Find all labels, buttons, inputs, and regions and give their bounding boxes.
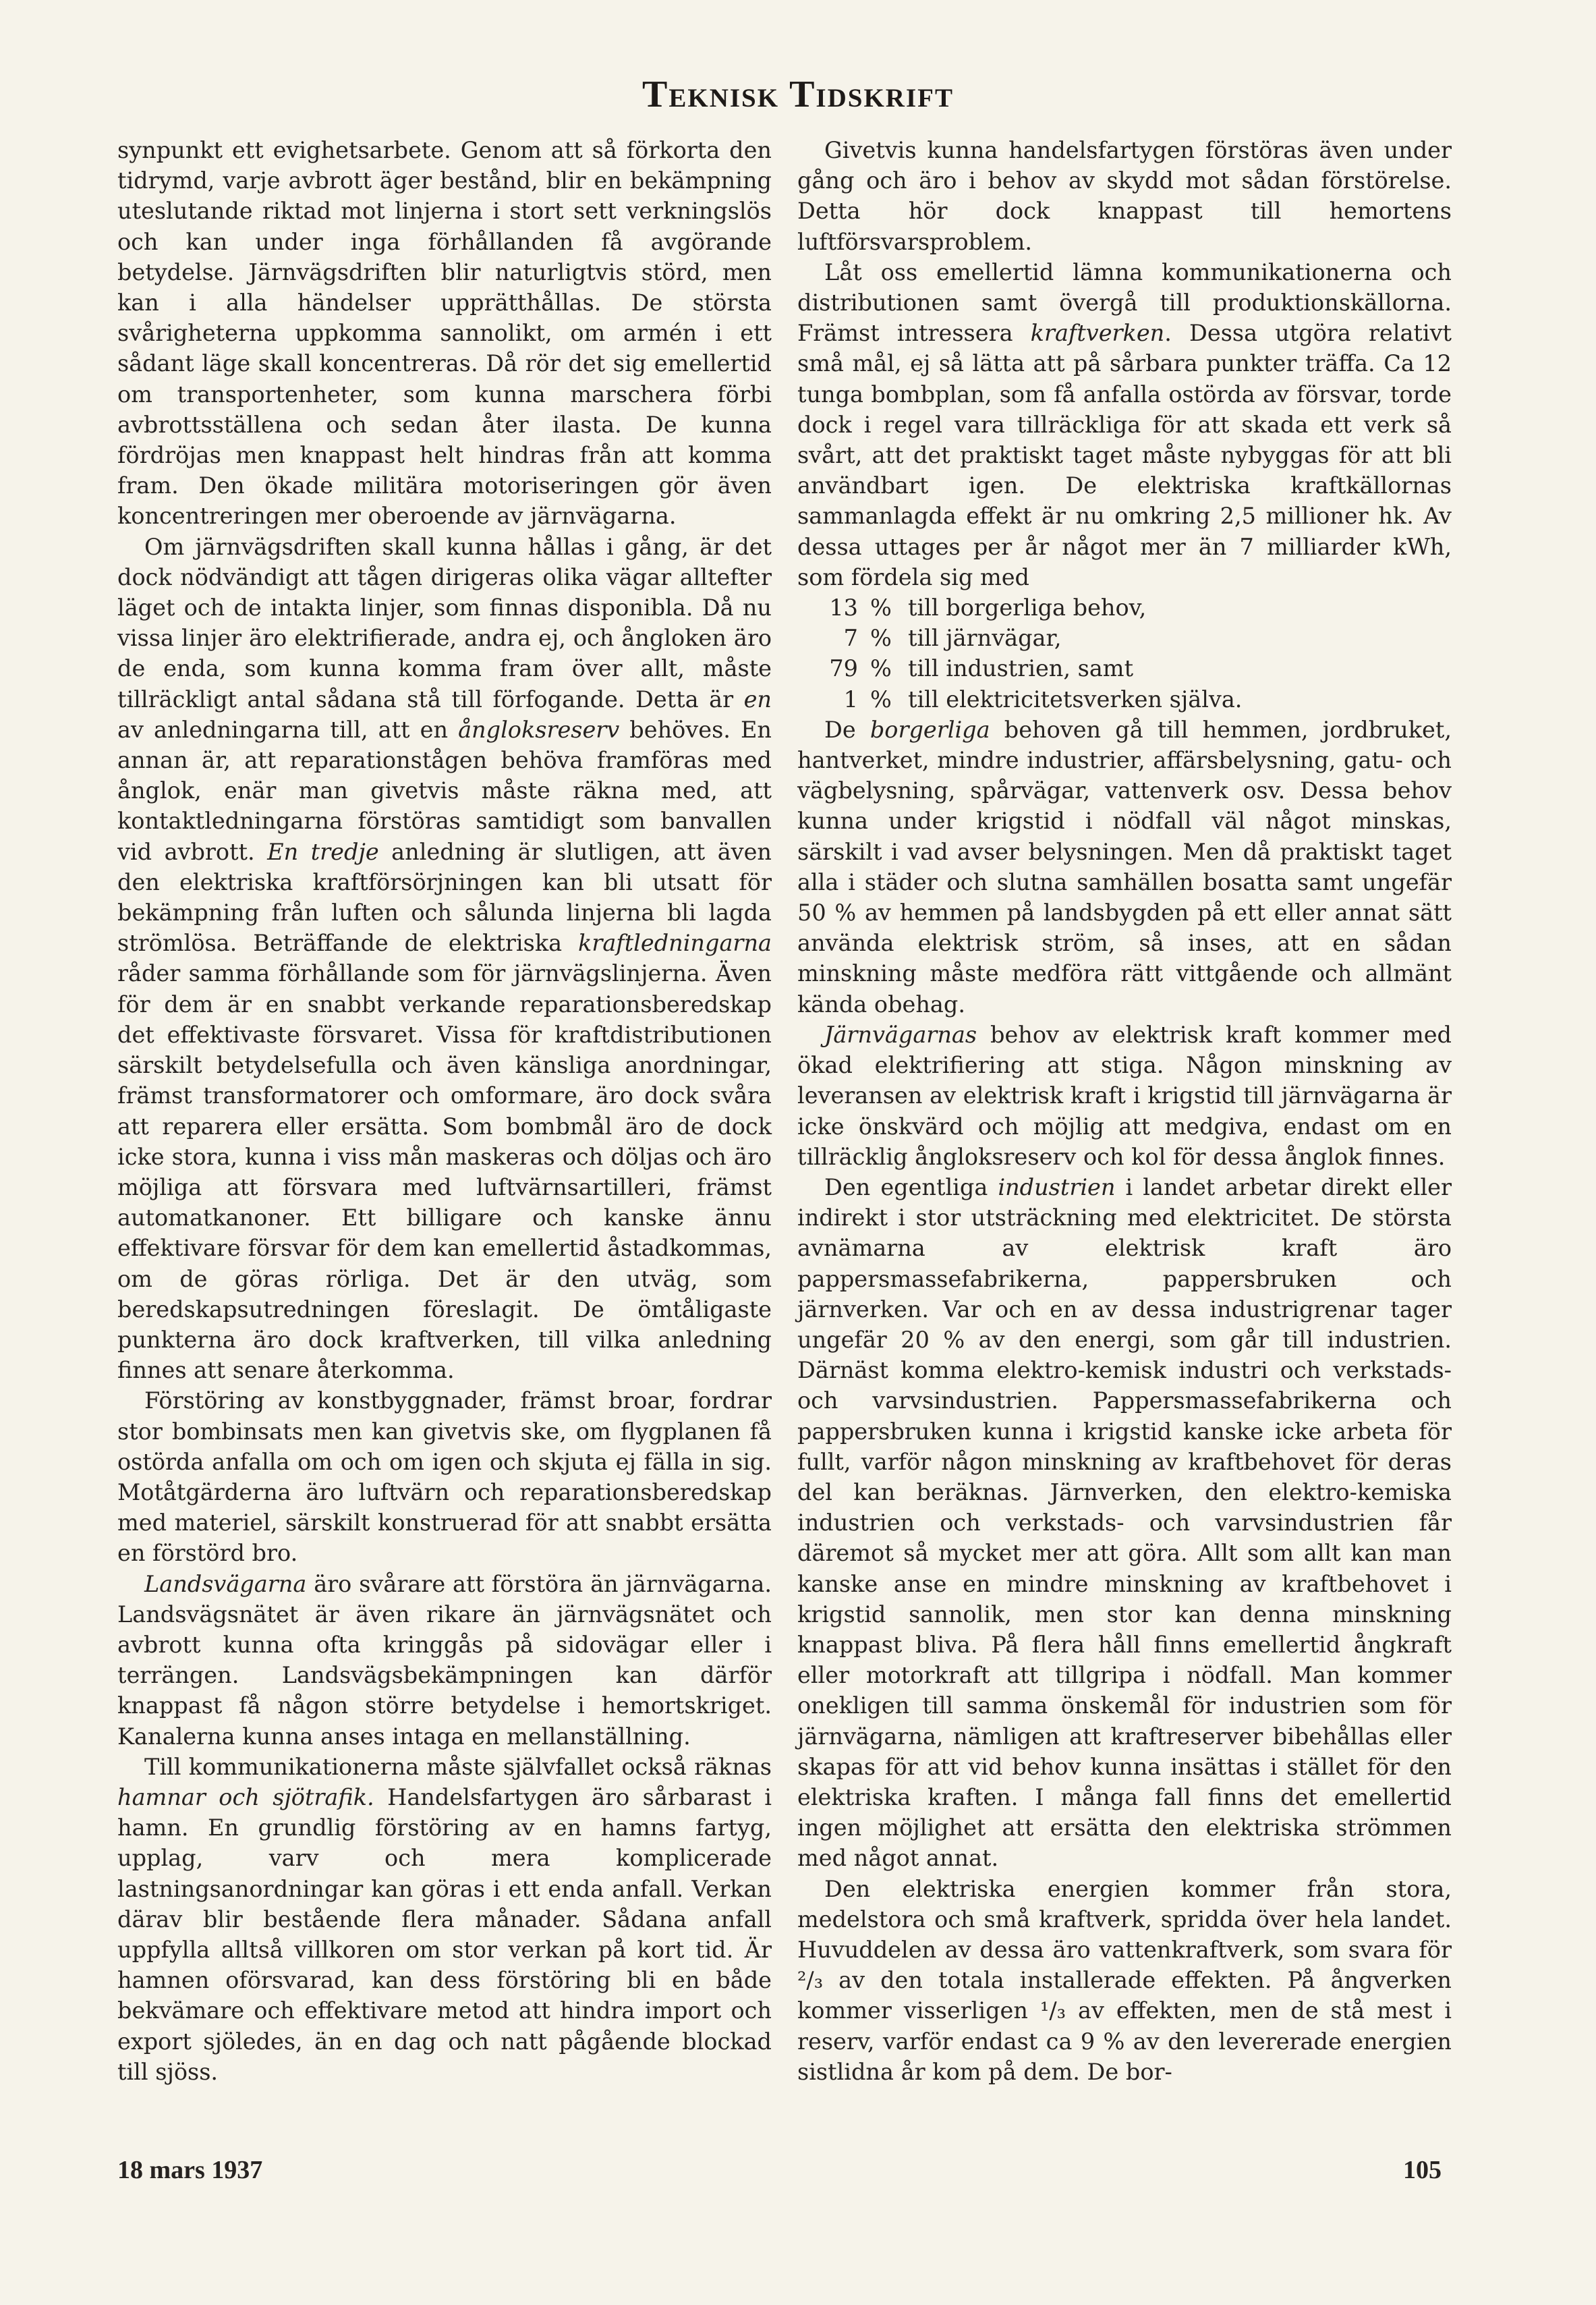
paragraph: synpunkt ett evighetsarbete. Genom att så förkorta den tidrymd, varje avbrott äger bestånd, blir en bekämpning uteslutande riktad mot linjerna i stort sett verkningslös och kan under inga förhållanden få avgörande betydelse. Järnvägsdriften blir naturligtvis störd, men kan i alla händelser upprätthållas. De största svårigheterna uppkomma sannolikt, om armén i ett sådant läge skall koncentreras. Då rör det sig emellertid om transportenheter, som kunna marschera förbi avbrottsställena och sedan åter ilasta. De kunna fördröjas men knappast helt hindras från att komma fram. Den ökade militära motoriseringen gör även koncentreringen mer oberoende av järnvägarna. xyxy=(117,137,772,530)
page-number: 105 xyxy=(1403,2156,1442,2184)
paragraph: Den elektriska energien kommer från stora, medelstora och små kraftverk, spridda över hela landet. Huvuddelen av dessa äro vattenkraftverk, som svara för ²/₃ av den totala installerade effekten. På ångverken kommer visserligen ¹/₃ av effekten, men de stå mest i reserv, varför endast ca 9 % av den levererade energien sistlidna år kom på dem. De bor- xyxy=(797,1875,1452,2085)
paragraph: Om järnvägsdriften skall kunna hållas i gång, är det dock nödvändigt att tågen dirigeras olika vägar alltefter läget och de intakta linjer, som finnas disponibla. Då nu vissa linjer äro elektrifierade, andra ej, och ångloken äro de enda, som kunna komma fram över allt, måste tillräckligt antal sådana stå till förfogande. Detta är en av anledningarna till, att en ångloksreserv behöves. En annan är, att reparationstågen behöva framföras med ånglok, enär man givetvis måste räkna med, att kontaktledningarna förstöras samtidigt som banvallen vid avbrott. En tredje anledning är slutligen, att även den elektriska kraftförsörjningen kan bli utsatt för bekämpning från luften och sålunda linjerna bli lagda strömlösa. Beträffande de elektriska kraftledningarna råder samma förhållande som för järnvägslinjerna. Även för dem är en snabbt verkande reparationsberedskap det effektivaste försvaret. Vissa för kraftdistributionen särskilt betydelsefulla och även känsliga anordningar, främst transformatorer och omformare, äro dock svåra att reparera eller ersätta. Som bombmål äro de dock icke stora, kunna i viss mån maskeras och döljas och äro möjliga att försvara med luftvärnsartilleri, främst automatkanoner. Ett billigare och kanske ännu effektivare försvar för dem kan emellertid åstadkommas, om de göras rörliga. Det är den utväg, som beredskapsutredningen föreslagit. De ömtåligaste punkterna äro dock kraftverken, till vilka anledning finnes att senare återkomma. xyxy=(117,533,772,1384)
journal-title: Teknisk Tidskrift xyxy=(642,74,954,115)
list-item: 1 % till elektricitetsverken själva. xyxy=(843,686,1243,713)
percentage-list xyxy=(797,592,1452,715)
right-column xyxy=(797,135,1452,2087)
paragraph: Givetvis kunna handelsfartygen förstöras även under gång och äro i behov av skydd mot sådan förstörelse. Detta hör dock knappast till hemortens luftförsvarsproblem. xyxy=(797,137,1452,255)
paragraph: Landsvägarna äro svårare att förstöra än järnvägarna. Landsvägsnätet är även rikare än järnvägsnätet och avbrott kunna ofta kringgås på sidovägar eller i terrängen. Landsvägsbekämpningen kan därför knappast få någon större betydelse i hemortskriget. Kanalerna kunna anses intaga en mellanställning. xyxy=(117,1570,772,1750)
issue-date: 18 mars 1937 xyxy=(117,2156,263,2184)
list-item: 13 % till borgerliga behov, xyxy=(829,594,1147,621)
paragraph: Förstöring av konstbyggnader, främst broar, fordrar stor bombinsats men kan givetvis ske, om flygplanen få ostörda anfalla om och om igen och skjuta ej fälla in sig. Motåtgärderna äro luftvärn och reparationsberedskap med materiel, särskilt konstruerad för att snabbt ersätta en förstörd bro. xyxy=(117,1387,772,1567)
list-item: 7 % till järnvägar, xyxy=(843,625,1062,652)
paragraph: Låt oss emellertid lämna kommunikationerna och distributionen samt övergå till produktionskällorna. Främst intressera kraftverken. Dessa utgöra relativt små mål, ej så lätta att på sårbara punkter träffa. Ca 12 tunga bombplan, som få anfalla ostörda av försvar, torde dock i regel vara tillräckliga för att skada ett verk så svårt, att det praktiskt taget måste nybyggas för att bli användbart igen. De elektriska kraftkällornas sammanlagda effekt är nu omkring 2,5 millioner hk. Av dessa uttages per år något mer än 7 milliarder kWh, som fördela sig med xyxy=(797,258,1452,590)
paragraph: De borgerliga behoven gå till hemmen, jordbruket, hantverket, mindre industrier, affärsbelysning, gatu- och vägbelysning, spårvägar, vattenverk osv. Dessa behov kunna under krigstid i nödfall väl något minskas, särskilt i vad avser belysningen. Men då praktiskt taget alla i städer och slutna samhällen bosatta samt ungefär 50 % av hemmen på landsbygden på ett eller annat sätt använda elektrisk ström, så inses, att en sådan minskning måste medföra rätt vittgående och allmänt kända obehag. xyxy=(797,716,1452,1018)
paragraph: Järnvägarnas behov av elektrisk kraft kommer med ökad elektrifiering att stiga. Någon minskning av leveransen av elektrisk kraft i krigstid till järnvägarna är icke önskvärd och möjlig att medgiva, endast om en tillräcklig ångloksreserv och kol för dessa ånglok finnes. xyxy=(797,1021,1452,1170)
paragraph: Till kommunikationerna måste självfallet också räknas hamnar och sjötrafik. Handelsfartygen äro sårbarast i hamn. En grundlig förstöring av en hamns fartyg, upplag, varv och mera komplicerade lastningsanordningar kan göras i ett enda anfall. Verkan därav blir bestående flera månader. Sådana anfall uppfylla alltså villkoren om stor verkan på kort tid. Är hamnen oförsvarad, kan dess förstöring bli en både bekvämare och effektivare metod att hindra import och export sjöledes, än en dag och natt pågående blockad till sjöss. xyxy=(117,1753,772,2085)
paragraph: Den egentliga industrien i landet arbetar direkt eller indirekt i stor utsträckning med elektricitet. De största avnämarna av elektrisk kraft äro pappersmassefabrikerna, pappersbruken och järnverken. Var och en av dessa industrigrenar tager ungefär 20 % av den energi, som går till industrien. Därnäst komma elektro-kemisk industri och verkstads- och varvsindustrien. Pappersmassefabrikerna och pappersbruken kunna i krigstid kanske icke arbeta för fullt, varför någon minskning av kraftbehovet för deras del kan beräknas. Järnverken, den elektro-kemiska industrien och verkstads- och varvsindustrien får däremot så mycket mer att göra. Allt som allt kan man kanske anse en mindre minskning av kraftbehovet i krigstid sannolik, men stor kan denna minskning knappast bliva. På flera håll finns emellertid ångkraft eller motorkraft att tillgripa i nödfall. Man kommer onekligen till samma önskemål för industrien som för järnvägarna, nämligen att kraftreserver bibehållas eller skapas för att vid behov kunna insättas i stället för den elektriska kraften. I många fall finns det emellertid ingen möjlighet att ersätta den elektriska strömmen med något annat. xyxy=(797,1173,1452,1872)
list-item: 79 % till industrien, samt xyxy=(829,655,1134,682)
left-column xyxy=(117,135,772,2087)
